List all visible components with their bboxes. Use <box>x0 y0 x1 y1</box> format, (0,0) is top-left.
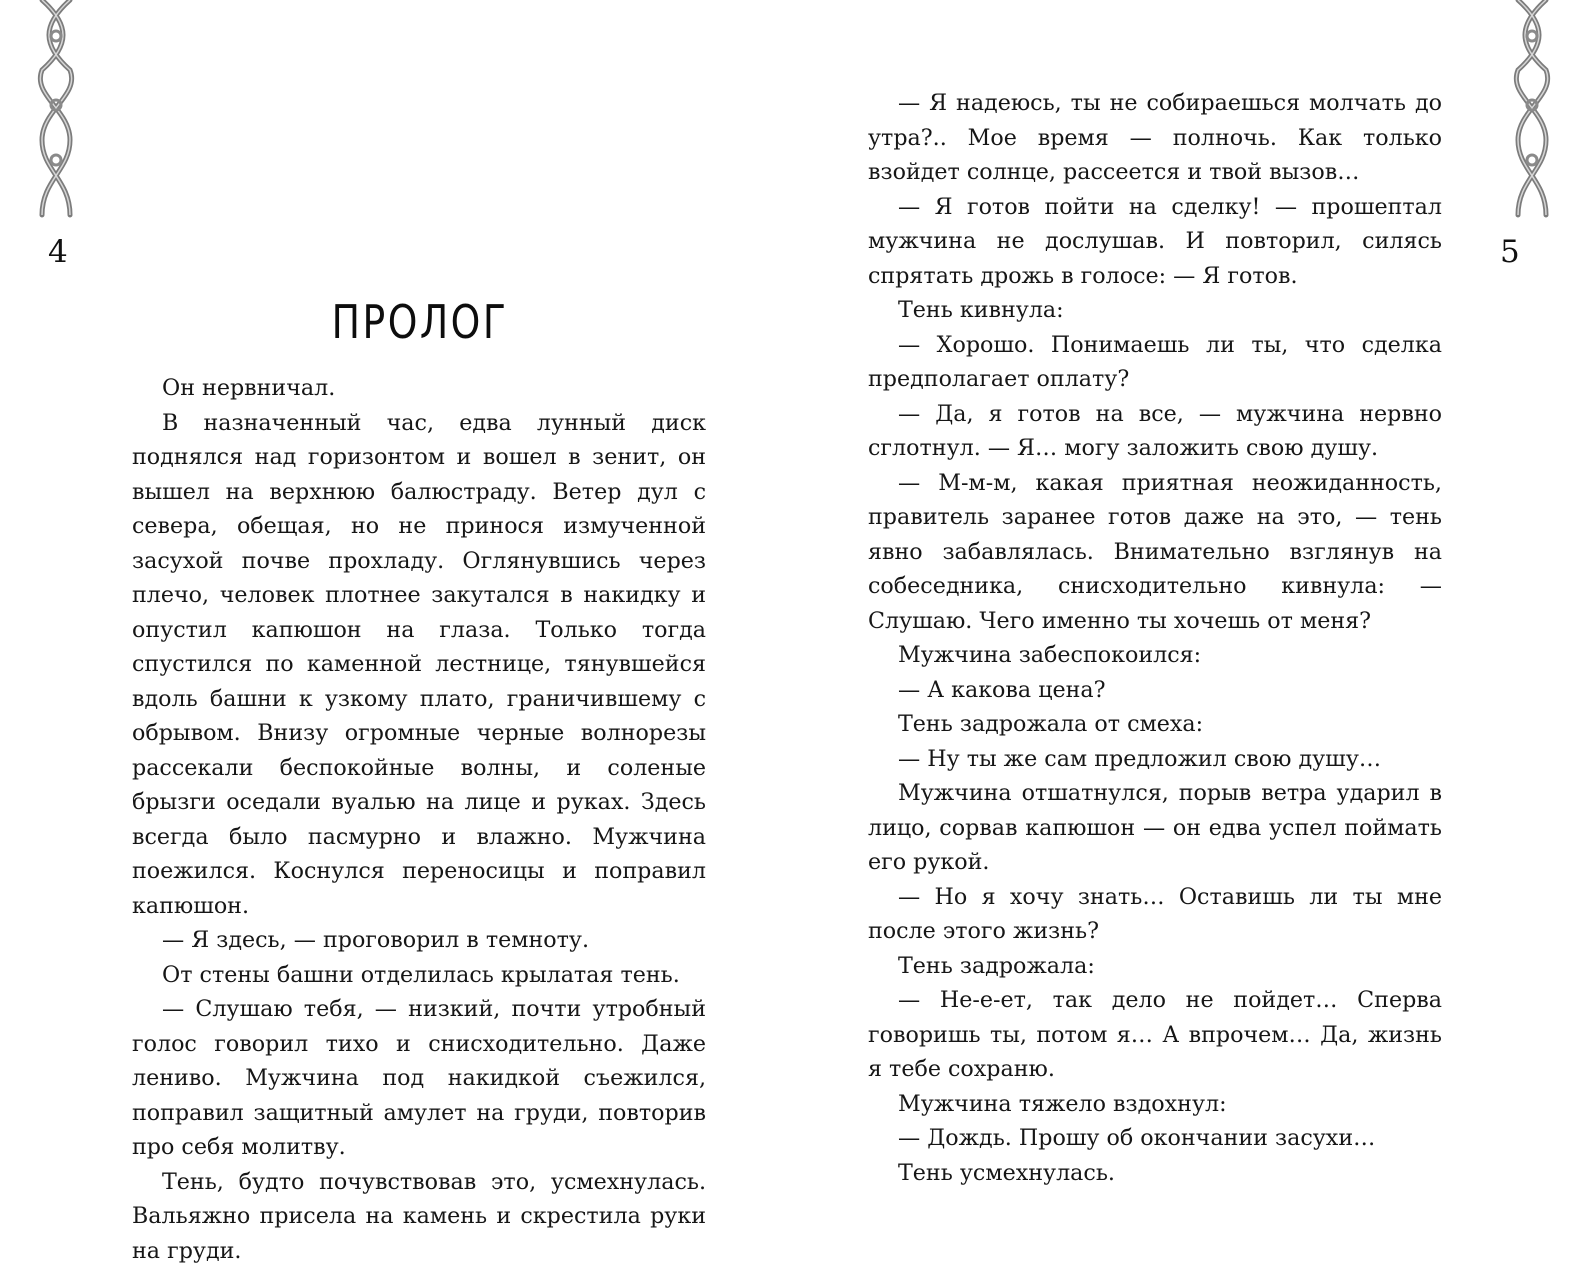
paragraph: Мужчина отшатнулся, порыв ветра ударил в лицо, сорвав капюшон — он едва успел поймать его рукой. <box>868 776 1442 880</box>
paragraph: Тень задрожала: <box>868 949 1442 984</box>
paragraph: — А какова цена? <box>868 673 1442 708</box>
paragraph: — Я здесь, — проговорил в темноту. <box>132 923 706 958</box>
celtic-knot-icon <box>1510 0 1554 220</box>
paragraph: — Да, я готов на все, — мужчина нервно сглотнул. — Я… могу заложить свою душу. <box>868 397 1442 466</box>
paragraph: Тень усмехнулась. <box>868 1156 1442 1191</box>
paragraph: — Хорошо. Понимаешь ли ты, что сделка предполагает оплату? <box>868 328 1442 397</box>
paragraph: Тень задрожала от смеха: <box>868 707 1442 742</box>
celtic-knot-icon <box>34 0 78 220</box>
paragraph: От стены башни отделилась крылатая тень. <box>132 958 706 993</box>
paragraph: Мужчина забеспокоился: <box>868 638 1442 673</box>
page-number-left: 4 <box>48 232 68 272</box>
paragraph: — Слушаю тебя, — низкий, почти утробный голос говорил тихо и снисходительно. Даже лениво. Мужчина под накидкой съежился, поправил защитный амулет на груди, повторив про себя молитву. <box>132 992 706 1165</box>
left-page-text <box>132 371 706 1268</box>
paragraph: — Я надеюсь, ты не собираешься молчать до утра?.. Мое время — полночь. Как только взойдет солнце, рассеется и твой вызов… <box>868 86 1442 190</box>
right-page-text <box>868 86 1442 1190</box>
paragraph: — Ну ты же сам предложил свою душу… <box>868 742 1442 777</box>
paragraph: — Не-е-ет, так дело не пойдет… Сперва говоришь ты, потом я… А впрочем… Да, жизнь я тебе сохраню. <box>868 983 1442 1087</box>
page-number-right: 5 <box>1500 232 1520 272</box>
paragraph: Тень, будто почувствовав это, усмехнулась. Вальяжно присела на камень и скрестила руки на груди. <box>132 1165 706 1268</box>
paragraph: Мужчина тяжело вздохнул: <box>868 1087 1442 1122</box>
paragraph: — Дождь. Прошу об окончании засухи… <box>868 1121 1442 1156</box>
paragraph: В назначенный час, едва лунный диск поднялся над горизонтом и вошел в зенит, он вышел на верхнюю балюстраду. Ветер дул с севера, обещая, но не принося измученной засухой почве прохладу. Оглянувшись через плечо, человек плотнее закутался в накидку и опустил капюшон на глаза. Только тогда спустился по каменной лестнице, тянувшейся вдоль башни к узкому плато, граничившему с обрывом. Внизу огромные черные волнорезы рассекали беспокойные волны, и соленые брызги оседали вуалью на лице и руках. Здесь всегда было пасмурно и влажно. Мужчина поежился. Коснулся переносицы и поправил капюшон. <box>132 406 706 924</box>
paragraph: Он нервничал. <box>132 371 706 406</box>
paragraph: — Я готов пойти на сделку! — прошептал мужчина не дослушав. И повторил, силясь спрятать дрожь в голосе: — Я готов. <box>868 190 1442 294</box>
paragraph: — Но я хочу знать… Оставишь ли ты мне после этого жизнь? <box>868 880 1442 949</box>
chapter-title: ПРОЛОГ <box>182 292 658 352</box>
paragraph: — М-м-м, какая приятная неожиданность, правитель заранее готов даже на это, — тень явно забавлялась. Внимательно взглянув на собеседника, снисходительно кивнула: — Слушаю. Чего именно ты хочешь от меня? <box>868 466 1442 639</box>
paragraph: Тень кивнула: <box>868 293 1442 328</box>
